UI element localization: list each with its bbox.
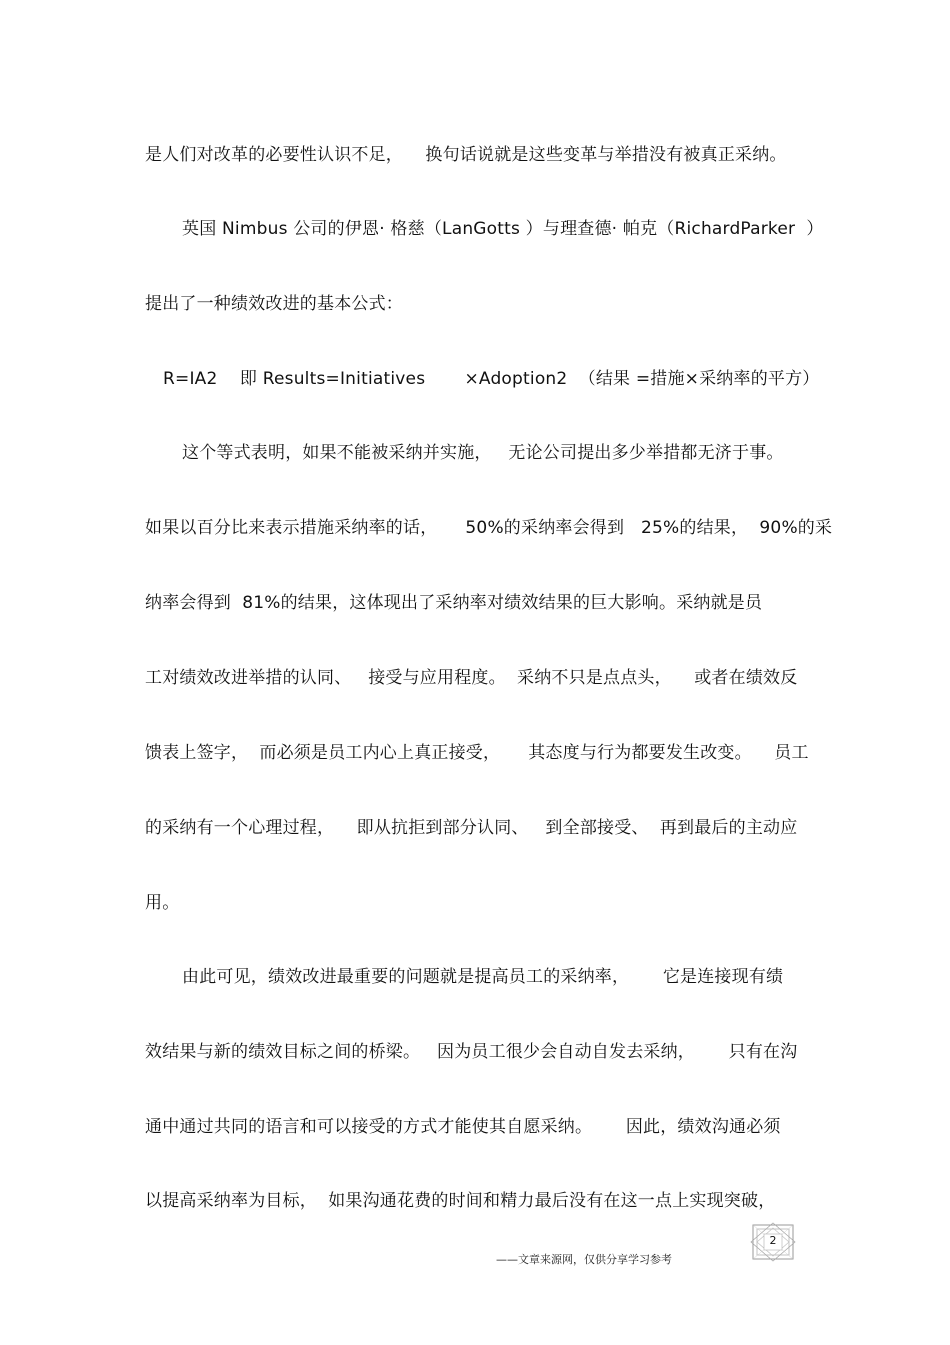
- body-text-line: 的采纳有一个心理过程， 即从抗拒到部分认同、 到全部接受、 再到最后的主动应: [145, 818, 798, 838]
- body-text-line: 通中通过共同的语言和可以接受的方式才能使其自愿采纳。 因此，绩效沟通必须: [145, 1117, 781, 1137]
- body-text-line: 这个等式表明，如果不能被采纳并实施， 无论公司提出多少举措都无济于事。: [182, 443, 784, 463]
- body-text-line: 提出了一种绩效改进的基本公式：: [145, 294, 403, 314]
- body-text-line: 效结果与新的绩效目标之间的桥梁。 因为员工很少会自动自发去采纳， 只有在沟: [145, 1042, 798, 1062]
- body-text-line: 馈表上签字， 而必须是员工内心上真正接受， 其态度与行为都要发生改变。 员工: [145, 743, 809, 763]
- footer-source-note: ——文章来源网，仅供分享学习参考: [496, 1253, 672, 1266]
- body-text-line: 纳率会得到 81%的结果，这体现出了采纳率对绩效结果的巨大影响。采纳就是员: [145, 593, 763, 613]
- body-text-line: 如果以百分比来表示措施采纳率的话， 50%的采纳率会得到 25%的结果， 90%的采: [145, 518, 833, 538]
- formula-line: R=IA2 即 Results=Initiatives ×Adoption2 （结果 =措施×采纳率的平方）: [163, 369, 820, 389]
- body-text-line: 工对绩效改进举措的认同、 接受与应用程度。 采纳不只是点点头， 或者在绩效反: [145, 668, 798, 688]
- body-text-line: 以提高采纳率为目标， 如果沟通花费的时间和精力最后没有在这一点上实现突破，: [145, 1191, 776, 1211]
- body-text-line: 由此可见，绩效改进最重要的问题就是提高员工的采纳率， 它是连接现有绩: [182, 967, 784, 987]
- page-number: 2: [769, 1234, 777, 1247]
- page-number-badge: [750, 1222, 796, 1262]
- body-text-line: 用。: [145, 893, 180, 913]
- body-text-line: 是人们对改革的必要性认识不足， 换句话说就是这些变革与举措没有被真正采纳。: [145, 145, 787, 165]
- body-text-line: 英国 Nimbus 公司的伊恩· 格慈（LanGotts ）与理查德· 帕克（RichardParker ）: [182, 219, 824, 239]
